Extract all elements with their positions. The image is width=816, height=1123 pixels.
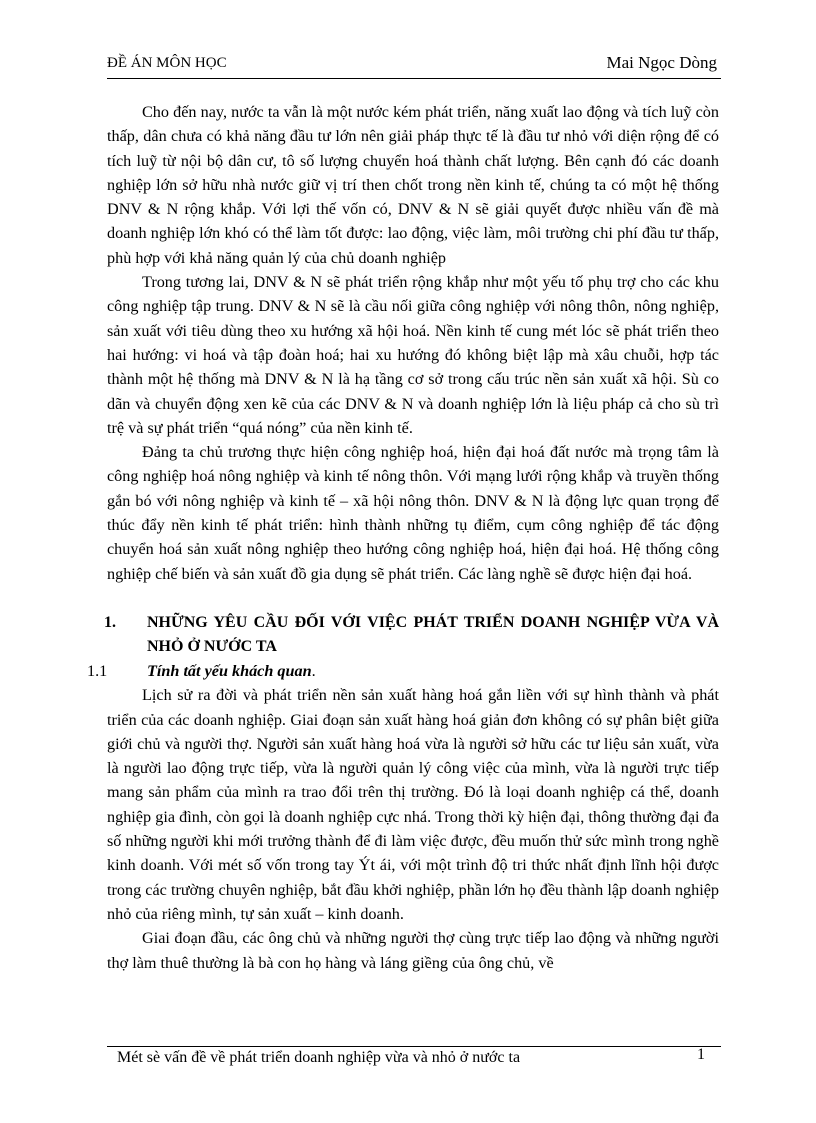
paragraph-3: Đảng ta chủ trương thực hiện công nghiệp hoá, hiện đại hoá đất nước mà trọng tâm là công nghiệp hoá nông nghiệp và kinh tế nông thôn. Với mạng lưới rộng khắp và truyền thống gắn bó với nông nghiệp và kinh tế – xã hội nông thôn. DNV & N là động lực quan trọng để thúc đẩy nền kinh tế phát triển: hình thành những tụ điểm, cụm công nghiệp để tác động chuyển hoá sản xuất nông nghiệp theo hướng công nghiệp hoá, hiện đại hoá. Hệ thống công nghiệp chế biến và sản xuất đồ gia dụng sẽ phát triển. Các làng nghề sẽ được hiện đại hoá. [107, 443, 719, 583]
subsection-heading-1-1 [87, 659, 719, 683]
paragraph-4: Lịch sử ra đời và phát triển nền sản xuất hàng hoá gắn liền với sự hình thành và phát triển của các doanh nghiệp. Giai đoạn sản xuất hàng hoá giản đơn không có sự phân biệt giữa giới chủ và người thợ. Người sản xuất hàng hoá vừa là người sở hữu các tư liệu sản xuất, vừa là người lao động trực tiếp, vừa là người quản lý công việc của mình, vừa là người trực tiếp mang sản phẩm của mình ra trao đổi trên thị trường. Đó là loại doanh nghiệp cá thể, doanh nghiệp gia đình, còn gọi là doanh nghiệp cực nhá. Trong thời kỳ hiện đại, thông thường đại đa số những người khi mới trưởng thành để đi làm việc được, đều muốn thử sức mình trong nghề kinh doanh. Với mét số vốn trong tay Ýt ái, với một trình độ tri thức nhất định lĩnh hội được trong các trường chuyên nghiệp, bắt đầu khởi nghiệp, phần lớn họ đều thành lập doanh nghiệp nhỏ của riêng mình, tự sản xuất – kinh doanh. [107, 686, 719, 923]
paragraph-5: Giai đoạn đầu, các ông chủ và những người thợ cùng trực tiếp lao động và những người thợ làm thuê thường là bà con họ hàng và láng giềng của ông chủ, về [107, 929, 719, 972]
header-author: Mai Ngọc Dòng [606, 53, 717, 72]
document-body [87, 100, 719, 975]
paragraph-2: Trong tương lai, DNV & N sẽ phát triển rộng khắp như một yếu tố phụ trợ cho các khu công nghiệp tập trung. DNV & N sẽ là cầu nối giữa công nghiệp với nông thôn, nông nghiệp, sản xuất với tiêu dùng theo xu hướng xã hội hoá. Nền kinh tế cung mét lóc sẽ phát triển theo hai hướng: vi hoá và tập đoàn hoá; hai xu hướng đó không biệt lập mà xâu chuỗi, hợp tác thành một hệ thống mà DNV & N là hạ tầng cơ sở trong cấu trúc nền sản xuất xã hội. Sù co dãn và chuyển động xen kẽ của các DNV & N và doanh nghiệp lớn là liệu pháp cả cho sù trì trệ và sự phát triển “quá nóng” của nền kinh tế. [107, 273, 719, 437]
footer-rule [107, 1046, 721, 1047]
subsection-number: 1.1 [87, 661, 108, 680]
paragraph-1: Cho đến nay, nước ta vẫn là một nước kém phát triển, năng xuất lao động và tích luỹ còn thấp, dân chưa có khả năng đầu tư lớn nên giải pháp thực tế là đầu tư nhỏ với diện rộng để có tích luỹ từ nội bộ dân cư, tô số lượng chuyển hoá thành chất lượng. Bên cạnh đó các doanh nghiệp lớn sở hữu nhà nước giữ vị trí then chốt trong nền kinh tế, chúng ta có một hệ thống DNV & N rộng khắp. Với lợi thế vốn có, DNV & N sẽ giải quyết được nhiều vấn đề mà doanh nghiệp lớn khó có thể làm tốt được: lao động, việc làm, môi trường chi phí đầu tư thấp, phù hợp với khả năng quản lý của chủ doanh nghiệp [107, 103, 719, 267]
section-title: NHỮNG YÊU CẦU ĐỐI VỚI VIỆC PHÁT TRIỂN DOANH NGHIỆP VỪA VÀ NHỎ Ở NƯỚC TA [147, 613, 719, 655]
subsection-punct: . [311, 661, 316, 680]
page-number: 1 [697, 1046, 705, 1063]
footer-title: Mét sè vấn đề về phát triển doanh nghiệp vừa và nhỏ ở nước ta [117, 1049, 521, 1066]
subsection-title: Tính tất yếu khách quan [147, 661, 312, 680]
header-rule [107, 78, 721, 79]
header-left: ĐỀ ÁN MÔN HỌC [107, 55, 227, 71]
section-heading-1 [104, 611, 719, 659]
section-number: 1. [104, 613, 116, 631]
